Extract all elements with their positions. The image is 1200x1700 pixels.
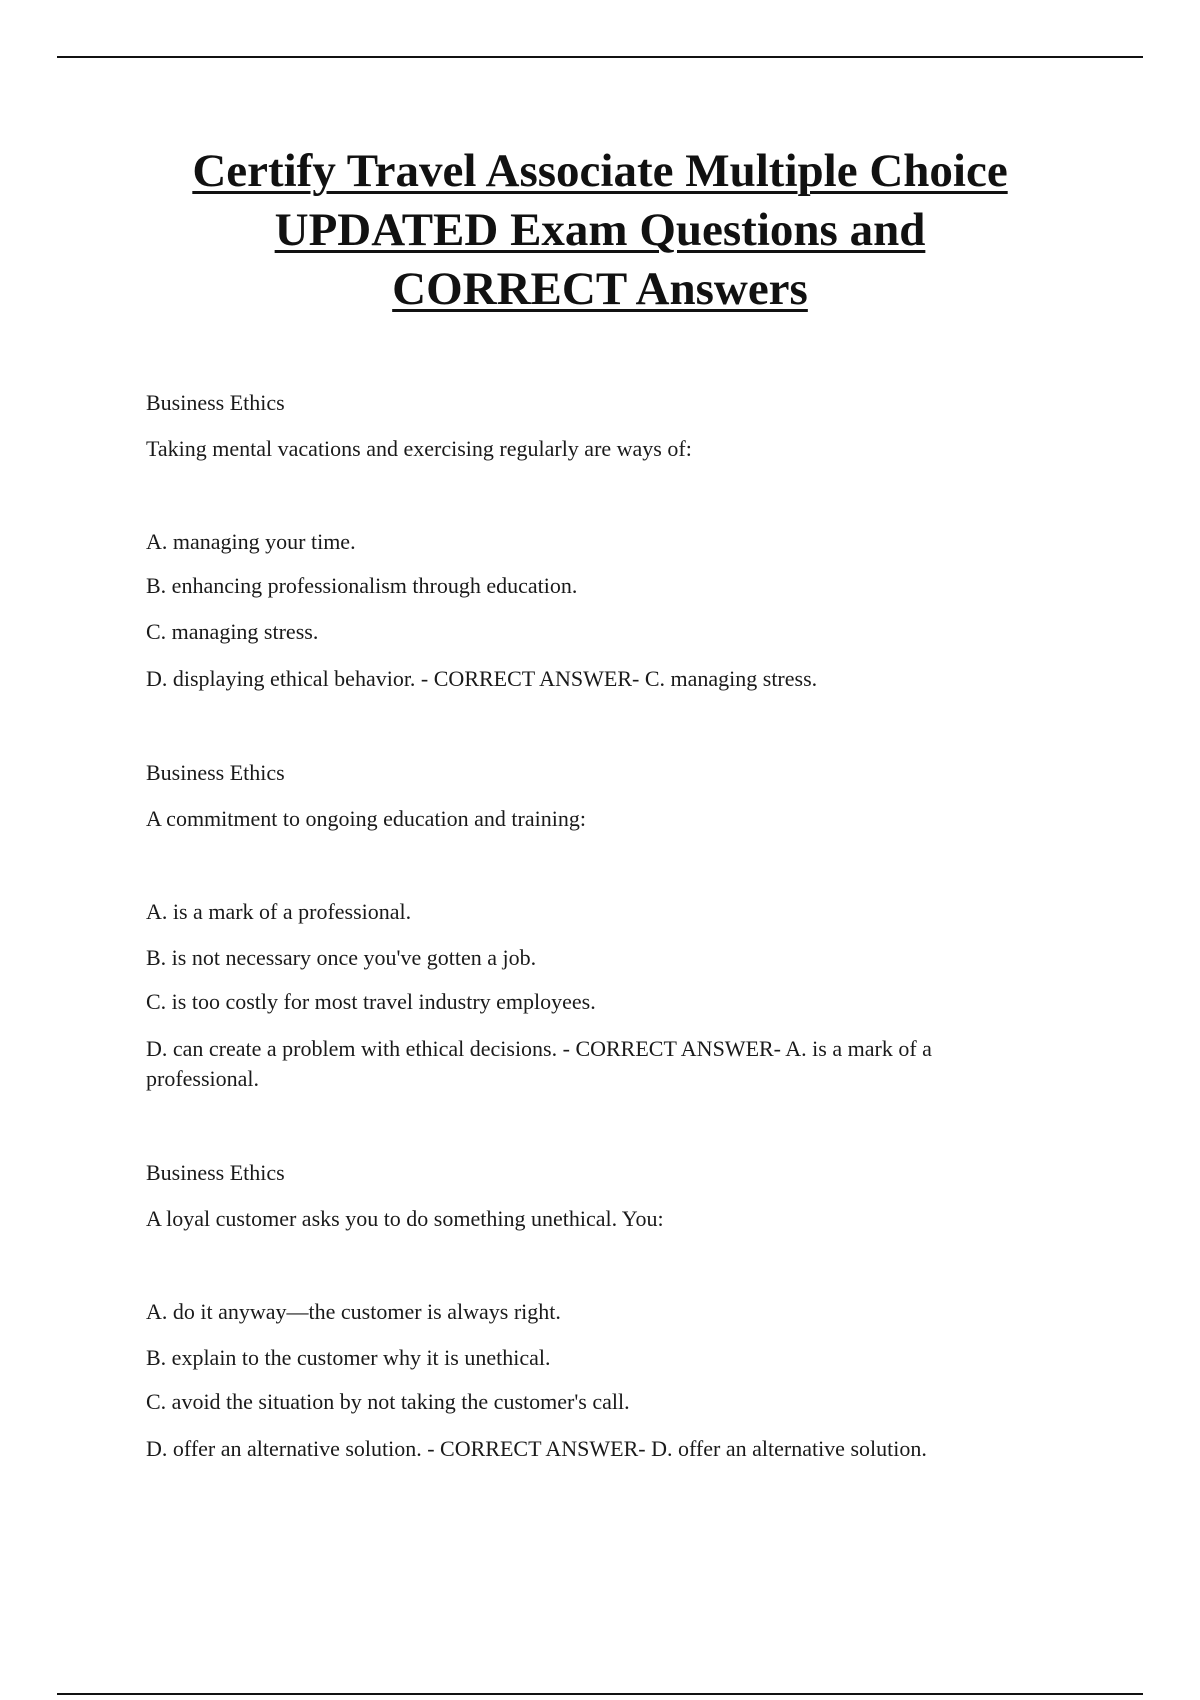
answer-option: B. enhancing professionalism through education. (146, 573, 578, 598)
title-line: CORRECT Answers (392, 263, 808, 315)
header-rule (57, 56, 1143, 58)
question-category: Business Ethics (146, 760, 285, 785)
answer-option-with-correct-answer: D. displaying ethical behavior. - CORRECT ANSWER- C. managing stress. (146, 666, 818, 691)
answer-option: A. do it anyway—the customer is always right. (146, 1299, 561, 1324)
footer-rule (57, 1693, 1143, 1695)
answer-option: B. is not necessary once you've gotten a job. (146, 945, 537, 970)
answer-option-with-correct-answer: D. offer an alternative solution. - CORRECT ANSWER- D. offer an alternative solution. (146, 1436, 927, 1461)
answer-option: C. is too costly for most travel industry employees. (146, 989, 596, 1014)
question-prompt: A loyal customer asks you to do something unethical. You: (146, 1206, 664, 1231)
question-prompt: A commitment to ongoing education and training: (146, 806, 586, 831)
document-title (140, 142, 1060, 319)
answer-option-with-correct-answer: D. can create a problem with ethical decisions. - CORRECT ANSWER- A. is a mark of a professional. (146, 1036, 932, 1091)
answer-option: A. managing your time. (146, 529, 356, 554)
question-category: Business Ethics (146, 1160, 285, 1185)
question-category: Business Ethics (146, 390, 285, 415)
answer-option: B. explain to the customer why it is unethical. (146, 1345, 551, 1370)
question-prompt: Taking mental vacations and exercising regularly are ways of: (146, 436, 692, 461)
title-line: UPDATED Exam Questions and (274, 204, 926, 256)
answer-option: C. managing stress. (146, 619, 319, 644)
answer-option: C. avoid the situation by not taking the customer's call. (146, 1389, 630, 1414)
title-line: Certify Travel Associate Multiple Choice (192, 145, 1008, 197)
answer-option: A. is a mark of a professional. (146, 899, 412, 924)
